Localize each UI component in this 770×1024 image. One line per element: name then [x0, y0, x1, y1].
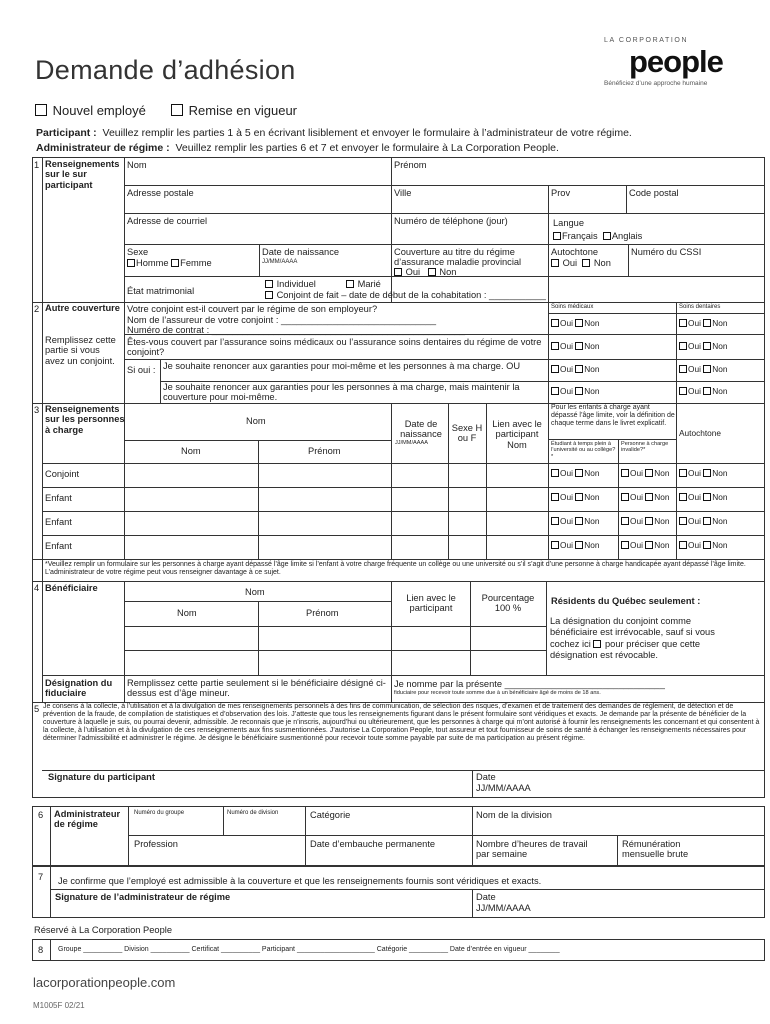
logo-tagline: Bénéficiez d’une approche humaine — [604, 80, 708, 87]
logo-subtitle: LA CORPORATION — [604, 37, 689, 44]
form-code: M1005F 02/21 — [33, 1001, 85, 1010]
quebec-text: La désignation du conjoint comme bénéficiaire est irrévocable, sauf si vous cochez ici pour préciser que cette désignation est révocable. — [550, 616, 715, 660]
new-employee-checkbox[interactable] — [35, 104, 47, 116]
conjoint-fait-option[interactable]: Conjoint de fait – date de début de la cohabitation : ___________ — [265, 290, 546, 300]
section6-title: Administrateur de régime — [54, 809, 121, 830]
dependant-type: Enfant — [45, 517, 72, 527]
participant-instruction: Participant : Veuillez remplir les parties 1 à 5 en écrivant lisiblement et envoyer le formulaire à l’administrateur de votre régime. — [36, 127, 632, 139]
participant-nom-field[interactable]: Nom — [127, 160, 147, 170]
section1-title: Renseignements sur le sur participant — [45, 159, 120, 190]
page-title: Demande d’adhésion — [35, 55, 296, 85]
embauche-field[interactable]: Date d’embauche permanente — [310, 839, 436, 849]
office-use-line: Groupe __________ Division __________ Certificat __________ Participant ____________________ Catégorie __________ Date d’entrée en vigueur ________ — [58, 946, 560, 953]
heures-field[interactable]: Nombre d’heures de travail par semaine — [476, 839, 588, 860]
division-no-field[interactable]: Numéro de division — [227, 810, 279, 816]
adresse-field[interactable]: Adresse postale — [127, 188, 194, 198]
fiduciaire-title: Désignation du fiduciaire — [45, 678, 113, 699]
code-postal-field[interactable]: Code postal — [629, 188, 679, 198]
dependant-type: Enfant — [45, 493, 72, 503]
logo-brand: people — [629, 44, 723, 79]
reinstatement-option[interactable]: Remise en vigueur — [171, 103, 297, 118]
cssi-field[interactable]: Numéro du CSSI — [631, 247, 702, 257]
division-nom-field[interactable]: Nom de la division — [476, 810, 552, 820]
section2-title: Autre couverture — [45, 303, 120, 313]
courriel-field[interactable]: Adresse de courriel — [127, 216, 208, 226]
participant-prenom-field[interactable]: Prénom — [394, 160, 427, 170]
reserved-label: Réservé à La Corporation People — [34, 925, 172, 935]
participant-signature[interactable]: Signature du participant — [48, 772, 155, 782]
revocable-checkbox[interactable] — [593, 640, 601, 648]
prov-field[interactable]: Prov — [551, 188, 571, 198]
anglais-checkbox[interactable] — [603, 232, 611, 240]
quebec-title: Résidents du Québec seulement : — [551, 596, 701, 606]
couverture-options: Oui Non — [394, 267, 456, 277]
francais-checkbox[interactable] — [553, 232, 561, 240]
admin-date-field[interactable]: JJ/MM/AAAA — [476, 903, 531, 913]
dependant-row[interactable]: Enfant Oui Non Oui Non Oui Non — [45, 540, 728, 551]
footer-url[interactable]: lacorporationpeople.com — [33, 975, 176, 990]
sexe-options: Homme Femme — [127, 258, 212, 268]
naissance-field[interactable]: Date de naissance — [262, 247, 340, 257]
profession-field[interactable]: Profession — [134, 839, 178, 849]
dependant-row[interactable]: Enfant Oui Non Oui Non Oui Non — [45, 516, 728, 527]
marie-option[interactable]: Marié — [346, 279, 381, 289]
telephone-field[interactable]: Numéro de téléphone (jour) — [394, 216, 508, 226]
section4-title: Bénéficiaire — [45, 583, 98, 593]
femme-checkbox[interactable] — [171, 259, 179, 267]
individuel-option[interactable]: Individuel — [265, 279, 316, 289]
categorie-field[interactable]: Catégorie — [310, 810, 351, 820]
participant-date-field[interactable]: JJ/MM/AAAA — [476, 783, 531, 793]
new-employee-option[interactable]: Nouvel employé — [35, 103, 146, 118]
dependant-type: Enfant — [45, 541, 72, 551]
dependant-row[interactable]: Conjoint Oui Non Oui Non Oui Non — [45, 468, 728, 479]
section3-title: Renseignements sur les personnes à charge — [45, 404, 125, 435]
autochtone-options: Oui Non — [551, 258, 611, 268]
reinstatement-checkbox[interactable] — [171, 104, 183, 116]
admin-instruction: Administrateur de régime : Veuillez remplir les parties 6 et 7 et envoyer le formulaire à La Corporation People. — [36, 142, 559, 154]
remuneration-field[interactable]: Rémunération mensuelle brute — [622, 839, 689, 860]
contrat-field[interactable]: Numéro de contrat : _________________________________________________ — [127, 325, 466, 335]
dependant-type: Conjoint — [45, 469, 80, 479]
ville-field[interactable]: Ville — [394, 188, 412, 198]
fiduciaire-field[interactable]: Je nomme par la présente _______________________________ — [394, 679, 665, 689]
consent-text: Je consens à la collecte, à l’utilisation et à la divulgation de mes renseignements personnels à des fins de communication, de sélection des risques, d’examen et de traitement des demandes de règlement, de détection et de prévention de la fraude, de compilation de statistiques et d’observation des lois. J’atteste que tous les renseignements figurant dans le présent formulaire sont véridiques et exacts. Je demande par la présente de bénéficier de la couverture à laquelle je suis, ou pourrai devenir, admissible. Je reconnais que je n’inscris, aujourd’hui ou ultérieurement, que les personnes à charge qui m’ont autorisé à fournir les renseignements les concernant et qui consentent à la collecte, à l’utilisation et à la divulgation de ces renseignements aux fins susmentionnées. J’autorise La Corporation People, tout assureur et tout fournisseur de soins de santé à échanger les renseignements nécessaires pour déterminer l’admissibilité et administrer le régime. Je désigne le bénéficiaire susmentionné pour recevoir toute somme payable par suite de ma participation au présent régime. — [43, 703, 760, 743]
langue-options: Français Anglais — [553, 231, 642, 241]
groupe-field[interactable]: Numéro du groupe — [134, 810, 185, 816]
dependants-footnote: *Veuillez remplir un formulaire sur les personnes à charge ayant dépassé l’âge limite si l’enfant à votre charge fréquente un collège ou une université ou s’il s’agit d’une personne à charge handicapée ayant dépassé l’âge limite. L’administrateur de votre régime peut vous renseigner davantage à ce sujet. — [45, 561, 746, 576]
homme-checkbox[interactable] — [127, 259, 135, 267]
dependant-row[interactable]: Enfant Oui Non Oui Non Oui Non — [45, 492, 728, 503]
admin-signature[interactable]: Signature de l’administrateur de régime — [55, 892, 231, 902]
assureur-conjoint-field[interactable]: Nom de l’assureur de votre conjoint : ______________________________ — [127, 315, 437, 325]
